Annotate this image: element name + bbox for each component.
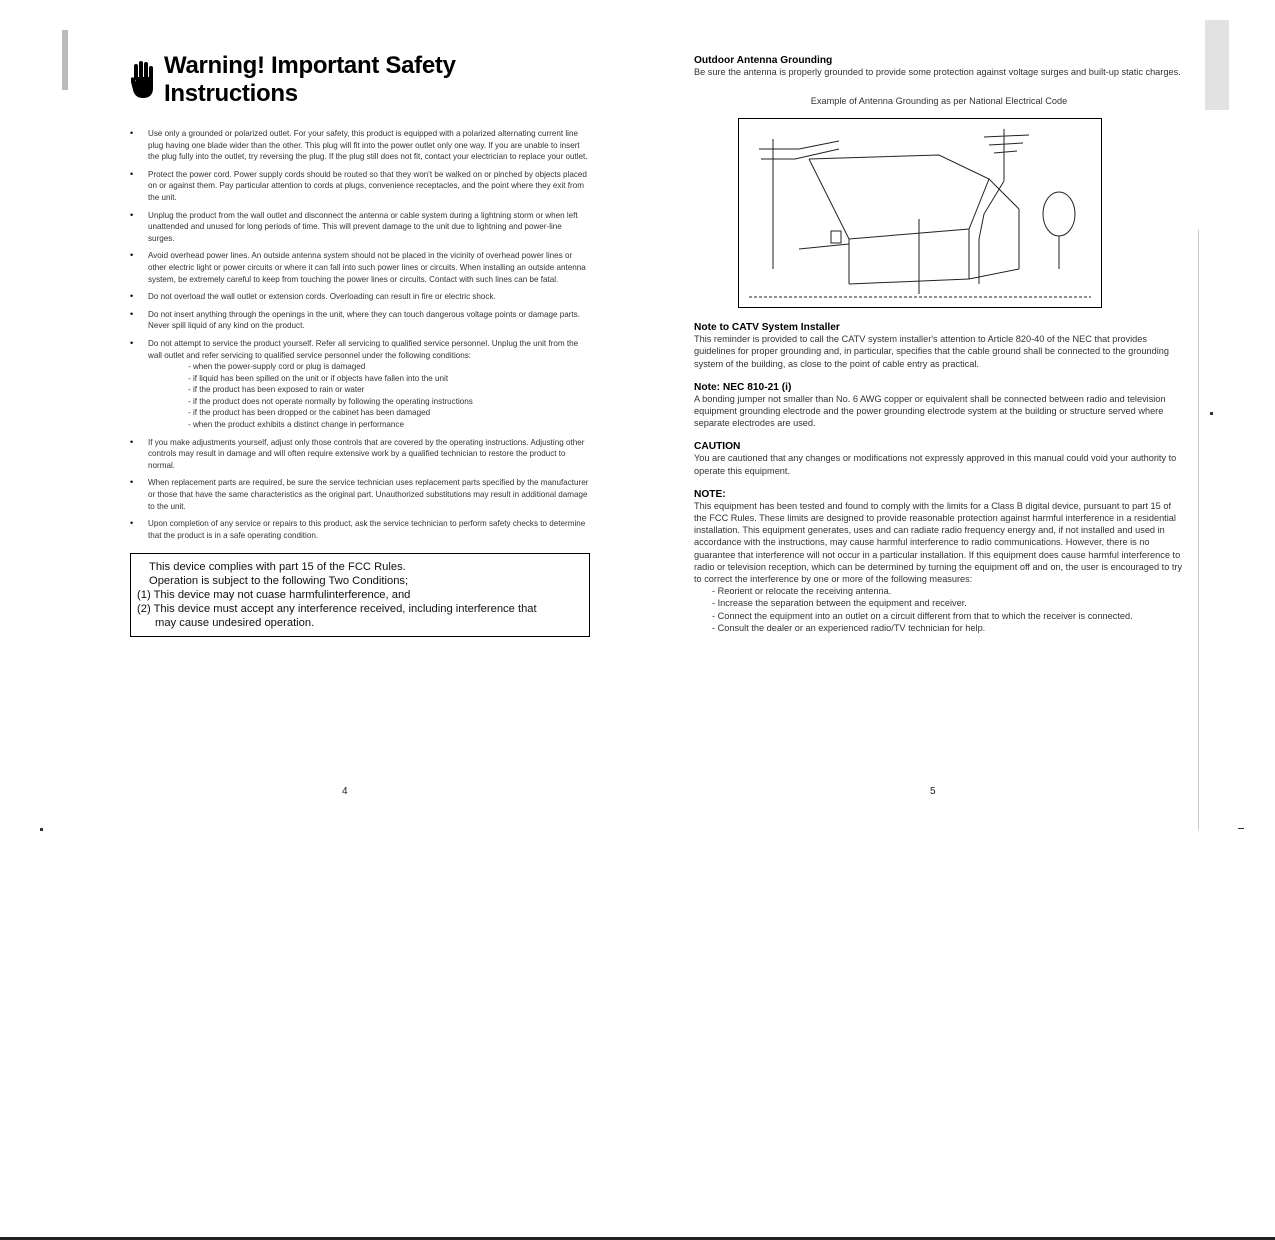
- caution-section: [694, 441, 1184, 476]
- service-intro: Do not attempt to service the product yourself. Refer all servicing to qualified service personnel. Unplug the unit from the wall outlet and refer servicing to qualified service personnel under the following conditions:: [148, 338, 579, 360]
- page-number: 4: [342, 786, 348, 797]
- scan-artifact: [1198, 230, 1199, 830]
- list-item: - when the power-supply cord or plug is damaged: [188, 362, 366, 372]
- list-item: • Avoid overhead power lines. An outside antenna system should not be placed in the vicinity of overhead power lines or other electric light or power circuits or where it can fall into such power lines or circuits. When installing an outside antenna system, be extremely careful to keep from touching the power lines or circuits. Contact with such lines can be fatal.: [130, 250, 590, 285]
- list-item: - if liquid has been spilled on the unit or if objects have fallen into the unit: [188, 373, 449, 383]
- antenna-grounding-diagram: [738, 118, 1102, 308]
- scan-artifact: [1205, 20, 1229, 110]
- page-title: Warning! Important Safety Instructions: [164, 52, 456, 107]
- fcc-line: This device complies with part 15 of the FCC Rules.: [149, 561, 406, 574]
- grounding-section: [694, 55, 1184, 78]
- note-section: [694, 489, 1184, 634]
- section-heading: Note to CATV System Installer: [694, 322, 840, 334]
- list-item: • If you make adjustments yourself, adjust only those controls that are covered by the operating instructions. Adjusting other controls may result in damage and will often require extensive work by a qualified technician to restore the product to normal.: [130, 437, 590, 472]
- measures-list: [694, 585, 1184, 634]
- list-item-service: [130, 338, 590, 431]
- left-page: [130, 52, 590, 637]
- list-item: • Upon completion of any service or repairs to this product, ask the service technician to perform safety checks to determine that the product is in a safe operating condition.: [130, 518, 590, 541]
- list-item: - Increase the separation between the equipment and receiver.: [712, 598, 967, 609]
- list-item: - if the product does not operate normally by following the operating instructions: [188, 396, 473, 406]
- section-heading: Note: NEC 810-21 (i): [694, 381, 792, 393]
- hand-icon: [130, 60, 156, 100]
- page-number: 5: [930, 786, 936, 797]
- fcc-condition: (2) This device must accept any interference received, including interference that: [137, 603, 537, 616]
- scan-artifact: [1210, 412, 1213, 415]
- scan-artifact: [62, 30, 68, 90]
- list-item: • Do not overload the wall outlet or extension cords. Overloading can result in fire or electric shock.: [130, 291, 590, 303]
- fcc-condition: may cause undesired operation.: [155, 617, 315, 630]
- catv-section: [694, 322, 1184, 370]
- safety-instructions-list: [130, 128, 590, 541]
- service-conditions-list: [148, 361, 590, 431]
- section-text: This reminder is provided to call the CATV system installer's attention to Article 820-40 of the NEC that provides guidelines for proper grounding and, in particular, specifies that the cable ground shall be connected to the grounding system of the building, as close to the point of cable entry as practical.: [694, 334, 1170, 369]
- list-item: • Do not insert anything through the openings in the unit, where they can touch dangerous voltage points or damage parts. Never spill liquid of any kind on the product.: [130, 309, 590, 332]
- list-item: - if the product has been dropped or the cabinet has been damaged: [188, 408, 431, 418]
- list-item: • When replacement parts are required, be sure the service technician uses replacement parts specified by the manufacturer or those that have the same characteristics as the original part. Unauthorized substitutions may result in additional damage to the unit.: [130, 477, 590, 512]
- list-item: - when the product exhibits a distinct change in performance: [188, 420, 404, 430]
- list-item: - if the product has been exposed to rain or water: [188, 385, 365, 395]
- section-heading: CAUTION: [694, 441, 741, 453]
- list-item: - Consult the dealer or an experienced radio/TV technician for help.: [712, 622, 986, 633]
- fcc-line: Operation is subject to the following Two Conditions;: [149, 575, 409, 588]
- list-item: • Use only a grounded or polarized outlet. For your safety, this product is equipped with a polarized alternating current line plug having one blade wider than the other. This plug will fit into the power outlet only one way. If you are unable to insert the plug fully into the outlet, try reversing the plug. If the plug still does not fit, contact your electrician to replace your outlet.: [130, 128, 590, 163]
- section-text: A bonding jumper not smaller than No. 6 AWG copper or equivalent shall be connected between radio and television equipment grounding electrode and the power grounding electrode system at the building or structure served where separate electrodes are used.: [694, 393, 1166, 429]
- list-item: • Unplug the product from the wall outlet and disconnect the antenna or cable system during a lightning storm or when left unattended and unused for long periods of time. This will prevent damage to the unit due to lightning and power-line surges.: [130, 210, 590, 245]
- section-text: Be sure the antenna is properly grounded to provide some protection against voltage surges and built-up static charges.: [694, 67, 1181, 77]
- antenna-grounding-illustration: [739, 119, 1101, 307]
- scan-artifact: [40, 828, 43, 831]
- fcc-compliance-box: [130, 553, 590, 637]
- warning-header: [130, 52, 590, 108]
- diagram-caption: Example of Antenna Grounding as per National Electrical Code: [810, 96, 1068, 107]
- right-page: [694, 55, 1184, 646]
- fcc-condition: (1) This device may not cuase harmfulinterference, and: [137, 589, 411, 602]
- list-item: - Reorient or relocate the receiving antenna.: [712, 586, 892, 597]
- section-text: You are cautioned that any changes or modifications not expressly approved in this manual could void your authority to operate this equipment.: [694, 453, 1177, 476]
- scan-artifact: [1238, 828, 1244, 829]
- section-text: This equipment has been tested and found to comply with the limits for a Class B digital device, pursuant to part 15 of the FCC Rules. These limits are designed to provide reasonable protection against harmful interference in a residential installation. This equipment generates, uses and can radiate radio frequency energy and, if not installed and used in accordance with the instructions, may cause harmful interference to radio communications. However, there is no guarantee that interference will not occur in a particular installation. If this equipment does cause harmful interference to radio or television reception, which can be determined by turning the equipment off and on, the user is encouraged to try to correct the interference by one or more of the following measures:: [694, 500, 1183, 585]
- list-item: • Protect the power cord. Power supply cords should be routed so that they won't be walked on or pinched by objects placed on or against them. Pay particular attention to cords at plugs, convenience receptacles, and the point where they exit from the unit.: [130, 169, 590, 204]
- list-item: - Connect the equipment into an outlet on a circuit different from that to which the receiver is connected.: [712, 610, 1133, 621]
- section-heading: NOTE:: [694, 488, 726, 500]
- nec-section: [694, 382, 1184, 430]
- section-heading: Outdoor Antenna Grounding: [694, 55, 833, 66]
